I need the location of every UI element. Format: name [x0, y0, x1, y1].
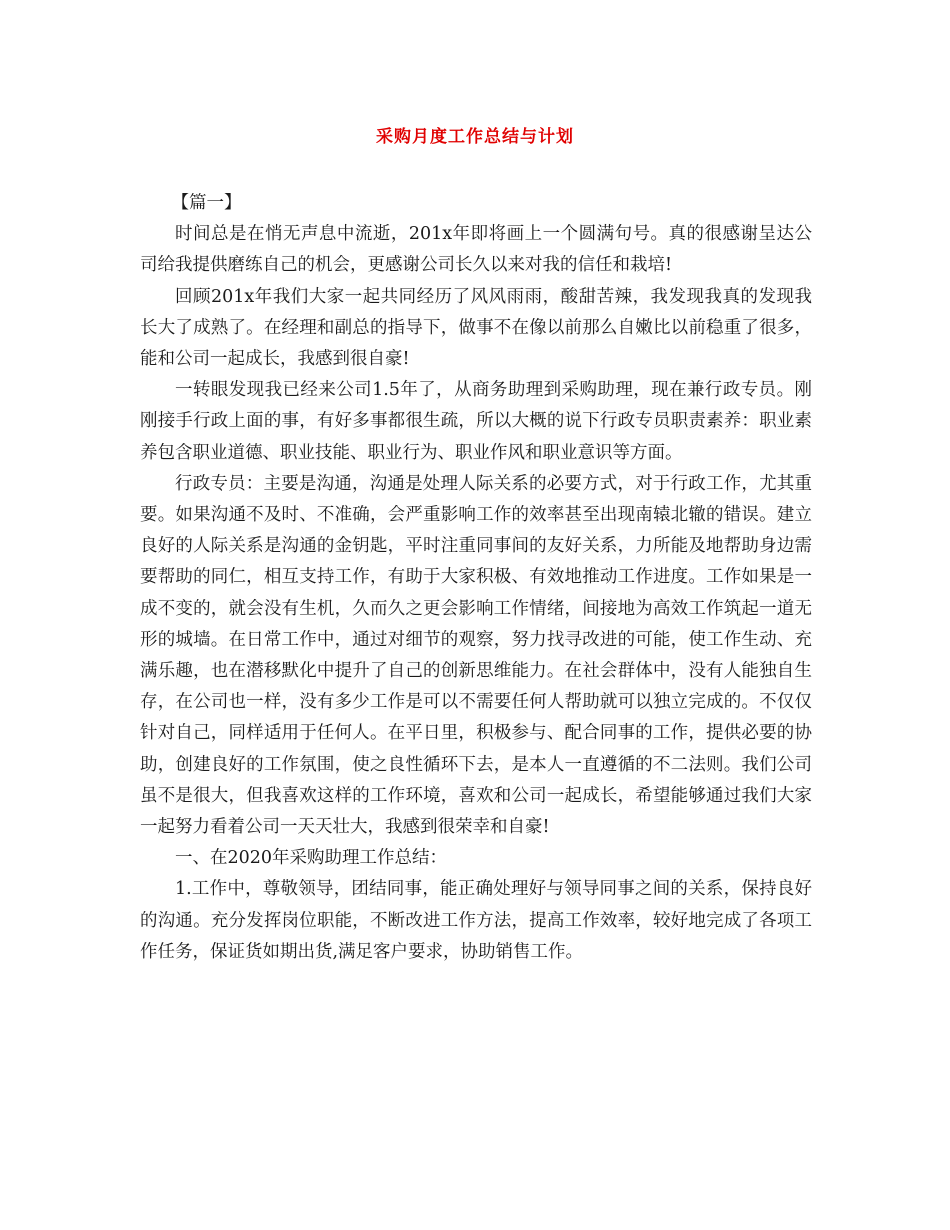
paragraph: 行政专员：主要是沟通，沟通是处理人际关系的必要方式，对于行政工作，尤其重要。如果沟通不及时、不准确，会严重影响工作的效率甚至出现南辕北辙的错误。建立良好的人际关系是沟通的金钥匙，平时注重同事间的友好关系，力所能及地帮助身边需要帮助的同仁，相互支持工作，有助于大家积极、有效地推动工作进度。工作如果是一成不变的，就会没有生机，久而久之更会影响工作情绪，间接地为高效工作筑起一道无形的城墙。在日常工作中，通过对细节的观察，努力找寻改进的可能，使工作生动、充满乐趣，也在潜移默化中提升了自己的创新思维能力。在社会群体中，没有人能独自生存，在公司也一样，没有多少工作是可以不需要任何人帮助就可以独立完成的。不仅仅针对自己，同样适用于任何人。在平日里，积极参与、配合同事的工作，提供必要的协助，创建良好的工作氛围，使之良性循环下去，是本人一直遵循的不二法则。我们公司虽不是很大，但我喜欢这样的工作环境，喜欢和公司一起成长，希望能够通过我们大家一起努力看着公司一天天壮大，我感到很荣幸和自豪!	[140, 473, 812, 838]
paragraph: 1.工作中，尊敬领导，团结同事，能正确处理好与领导同事之间的关系，保持良好的沟通。充分发挥岗位职能，不断改进工作方法，提高工作效率，较好地完成了各项工作任务，保证货如期出货,满足客户要求，协助销售工作。	[140, 879, 812, 962]
section-heading: 【篇一】	[171, 193, 242, 213]
document-title: 采购月度工作总结与计划	[376, 127, 574, 147]
paragraph: 一转眼发现我已经来公司1.5年了，从商务助理到采购助理，现在兼行政专员。刚刚接手行政上面的事，有好多事都很生疏，所以大概的说下行政专员职责素养：职业素养包含职业道德、职业技能、职业行为、职业作风和职业意识等方面。	[140, 380, 812, 463]
paragraph: 一、在2020年采购助理工作总结：	[175, 848, 448, 869]
paragraph: 时间总是在悄无声息中流逝，201x年即将画上一个圆满句号。真的很感谢呈达公司给我提供磨练自己的机会，更感谢公司长久以来对我的信任和栽培!	[140, 224, 812, 276]
document-body	[140, 188, 812, 968]
paragraph: 回顾201x年我们大家一起共同经历了风风雨雨，酸甜苦辣，我发现我真的发现我长大了成熟了。在经理和副总的指导下，做事不在像以前那么自嫩比以前稳重了很多，能和公司一起成长，我感到很自豪!	[140, 286, 812, 370]
